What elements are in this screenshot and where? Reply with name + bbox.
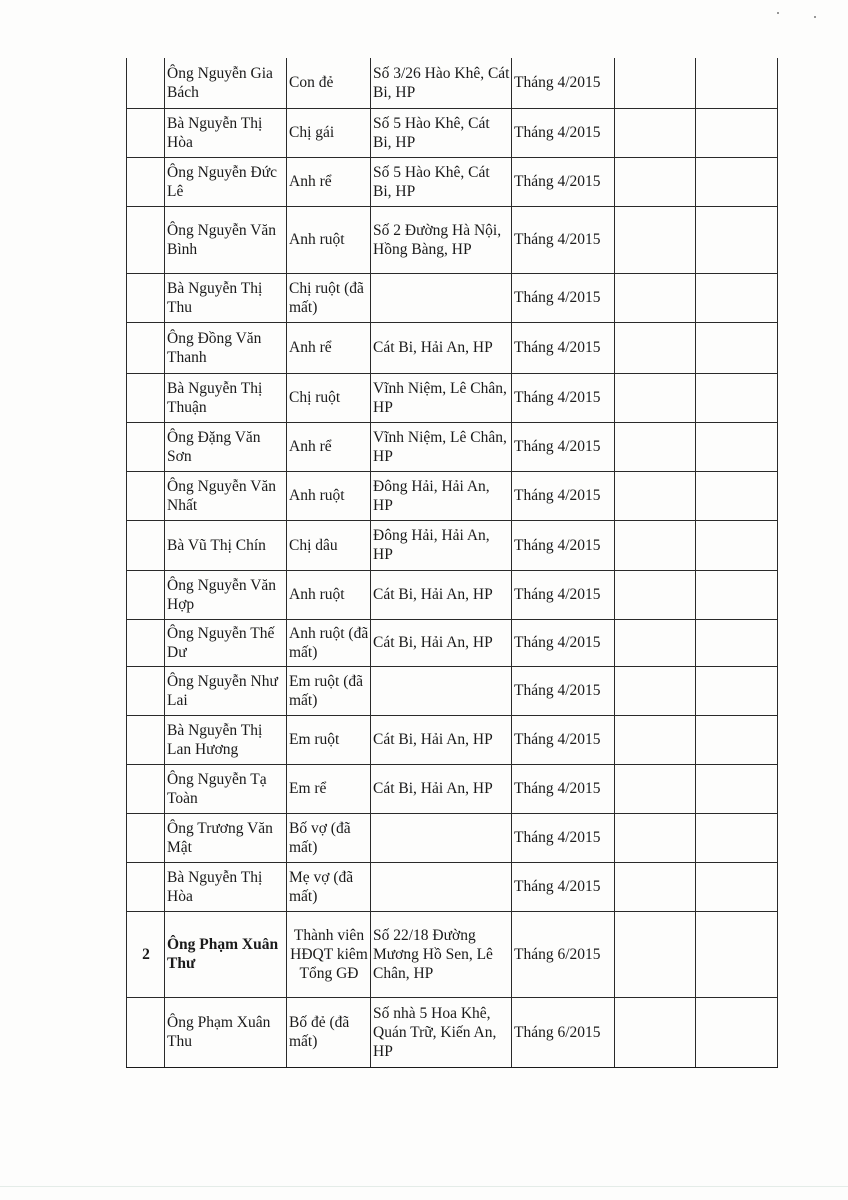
address — [371, 273, 512, 322]
person-name: Ông Trương Văn Mật — [165, 813, 287, 862]
empty-cell — [696, 619, 778, 666]
relationship: Em ruột (đã mất) — [287, 666, 371, 715]
empty-cell — [615, 373, 696, 422]
date: Tháng 4/2015 — [512, 715, 615, 764]
empty-cell — [615, 764, 696, 813]
empty-cell — [696, 862, 778, 911]
empty-cell — [696, 108, 778, 157]
date: Tháng 4/2015 — [512, 570, 615, 619]
date: Tháng 4/2015 — [512, 422, 615, 471]
empty-cell — [696, 911, 778, 997]
relationship: Anh ruột — [287, 570, 371, 619]
date: Tháng 4/2015 — [512, 373, 615, 422]
address — [371, 666, 512, 715]
table-row — [127, 813, 778, 862]
date: Tháng 4/2015 — [512, 471, 615, 520]
row-number — [127, 997, 165, 1067]
person-name: Ông Nguyễn Như Lai — [165, 666, 287, 715]
date: Tháng 4/2015 — [512, 862, 615, 911]
relationship: Anh rể — [287, 322, 371, 373]
address: Cát Bi, Hải An, HP — [371, 619, 512, 666]
relationship: Mẹ vợ (đã mất) — [287, 862, 371, 911]
empty-cell — [696, 715, 778, 764]
person-name: Ông Nguyễn Văn Bình — [165, 206, 287, 273]
date: Tháng 4/2015 — [512, 58, 615, 108]
address: Số 3/26 Hào Khê, Cát Bi, HP — [371, 58, 512, 108]
empty-cell — [696, 666, 778, 715]
address: Cát Bi, Hải An, HP — [371, 322, 512, 373]
row-number — [127, 206, 165, 273]
person-name: Ông Đồng Văn Thanh — [165, 322, 287, 373]
table-row — [127, 520, 778, 570]
table-row — [127, 471, 778, 520]
empty-cell — [696, 471, 778, 520]
empty-cell — [696, 764, 778, 813]
empty-cell — [696, 813, 778, 862]
table-row — [127, 206, 778, 273]
table-row — [127, 157, 778, 206]
relationship: Em rể — [287, 764, 371, 813]
table-body — [127, 58, 778, 1067]
empty-cell — [615, 997, 696, 1067]
table-row — [127, 373, 778, 422]
empty-cell — [615, 570, 696, 619]
relationship: Bố vợ (đã mất) — [287, 813, 371, 862]
date: Tháng 4/2015 — [512, 520, 615, 570]
person-name: Ông Nguyễn Văn Nhất — [165, 471, 287, 520]
relationship: Chị gái — [287, 108, 371, 157]
date: Tháng 4/2015 — [512, 322, 615, 373]
relationship: Bố đẻ (đã mất) — [287, 997, 371, 1067]
person-name: Bà Nguyễn Thị Lan Hương — [165, 715, 287, 764]
table-row — [127, 273, 778, 322]
empty-cell — [696, 997, 778, 1067]
scan-speck — [777, 12, 779, 14]
person-name: Bà Nguyễn Thị Hòa — [165, 862, 287, 911]
relationship: Chị ruột (đã mất) — [287, 273, 371, 322]
address: Đông Hải, Hải An, HP — [371, 471, 512, 520]
person-name: Ông Phạm Xuân Thu — [165, 997, 287, 1067]
row-number — [127, 373, 165, 422]
date: Tháng 4/2015 — [512, 108, 615, 157]
date: Tháng 4/2015 — [512, 206, 615, 273]
page-bottom-line — [0, 1186, 848, 1187]
row-number — [127, 862, 165, 911]
empty-cell — [615, 108, 696, 157]
empty-cell — [696, 422, 778, 471]
empty-cell — [696, 206, 778, 273]
row-number — [127, 715, 165, 764]
address: Vĩnh Niệm, Lê Chân, HP — [371, 373, 512, 422]
date: Tháng 4/2015 — [512, 813, 615, 862]
person-name: Ông Nguyễn Tạ Toàn — [165, 764, 287, 813]
table-row — [127, 764, 778, 813]
row-number — [127, 471, 165, 520]
person-name: Ông Nguyễn Thế Dư — [165, 619, 287, 666]
date: Tháng 4/2015 — [512, 273, 615, 322]
table-row — [127, 715, 778, 764]
empty-cell — [696, 520, 778, 570]
empty-cell — [615, 813, 696, 862]
date: Tháng 6/2015 — [512, 997, 615, 1067]
table-row — [127, 619, 778, 666]
date: Tháng 4/2015 — [512, 157, 615, 206]
empty-cell — [615, 157, 696, 206]
address: Đông Hải, Hải An, HP — [371, 520, 512, 570]
person-name: Bà Nguyễn Thị Thu — [165, 273, 287, 322]
row-number: 2 — [127, 911, 165, 997]
person-name: Bà Nguyễn Thị Thuận — [165, 373, 287, 422]
person-name: Ông Nguyễn Văn Hợp — [165, 570, 287, 619]
address: Số nhà 5 Hoa Khê, Quán Trữ, Kiến An, HP — [371, 997, 512, 1067]
row-number — [127, 520, 165, 570]
row-number — [127, 322, 165, 373]
table-row — [127, 997, 778, 1067]
relationship: Anh ruột (đã mất) — [287, 619, 371, 666]
relationship: Anh ruột — [287, 471, 371, 520]
date: Tháng 4/2015 — [512, 666, 615, 715]
person-name: Bà Vũ Thị Chín — [165, 520, 287, 570]
empty-cell — [615, 273, 696, 322]
row-number — [127, 108, 165, 157]
empty-cell — [615, 58, 696, 108]
person-name: Ông Nguyễn Gia Bách — [165, 58, 287, 108]
address: Vĩnh Niệm, Lê Chân, HP — [371, 422, 512, 471]
empty-cell — [696, 373, 778, 422]
row-number — [127, 273, 165, 322]
row-number — [127, 570, 165, 619]
table-row — [127, 862, 778, 911]
table-row — [127, 911, 778, 997]
row-number — [127, 422, 165, 471]
empty-cell — [696, 273, 778, 322]
row-number — [127, 619, 165, 666]
row-number — [127, 58, 165, 108]
address: Cát Bi, Hải An, HP — [371, 570, 512, 619]
relationship: Em ruột — [287, 715, 371, 764]
relationship: Con đẻ — [287, 58, 371, 108]
table-row — [127, 58, 778, 108]
date: Tháng 4/2015 — [512, 764, 615, 813]
empty-cell — [696, 570, 778, 619]
empty-cell — [696, 157, 778, 206]
empty-cell — [615, 862, 696, 911]
table-row — [127, 322, 778, 373]
relationship: Chị dâu — [287, 520, 371, 570]
empty-cell — [615, 206, 696, 273]
empty-cell — [615, 520, 696, 570]
row-number — [127, 813, 165, 862]
person-name: Bà Nguyễn Thị Hòa — [165, 108, 287, 157]
relationship: Anh rể — [287, 422, 371, 471]
relationship: Thành viên HĐQT kiêm Tổng GĐ — [287, 911, 371, 997]
table-row — [127, 108, 778, 157]
address — [371, 862, 512, 911]
empty-cell — [615, 422, 696, 471]
relationship: Anh ruột — [287, 206, 371, 273]
empty-cell — [615, 471, 696, 520]
row-number — [127, 157, 165, 206]
related-persons-table — [126, 58, 778, 1068]
empty-cell — [696, 322, 778, 373]
address: Số 5 Hào Khê, Cát Bi, HP — [371, 108, 512, 157]
date: Tháng 6/2015 — [512, 911, 615, 997]
empty-cell — [615, 619, 696, 666]
empty-cell — [615, 666, 696, 715]
empty-cell — [615, 322, 696, 373]
person-name: Ông Nguyễn Đức Lê — [165, 157, 287, 206]
person-name: Ông Đặng Văn Sơn — [165, 422, 287, 471]
address: Số 5 Hào Khê, Cát Bi, HP — [371, 157, 512, 206]
table-row — [127, 666, 778, 715]
empty-cell — [615, 911, 696, 997]
address — [371, 813, 512, 862]
person-name: Ông Phạm Xuân Thư — [165, 911, 287, 997]
relationship: Chị ruột — [287, 373, 371, 422]
table-row — [127, 422, 778, 471]
date: Tháng 4/2015 — [512, 619, 615, 666]
address: Số 2 Đường Hà Nội, Hồng Bàng, HP — [371, 206, 512, 273]
row-number — [127, 666, 165, 715]
empty-cell — [696, 58, 778, 108]
address: Cát Bi, Hải An, HP — [371, 715, 512, 764]
address: Cát Bi, Hải An, HP — [371, 764, 512, 813]
empty-cell — [615, 715, 696, 764]
relationship: Anh rể — [287, 157, 371, 206]
address: Số 22/18 Đường Mương Hồ Sen, Lê Chân, HP — [371, 911, 512, 997]
row-number — [127, 764, 165, 813]
table-row — [127, 570, 778, 619]
scan-speck — [814, 16, 816, 18]
